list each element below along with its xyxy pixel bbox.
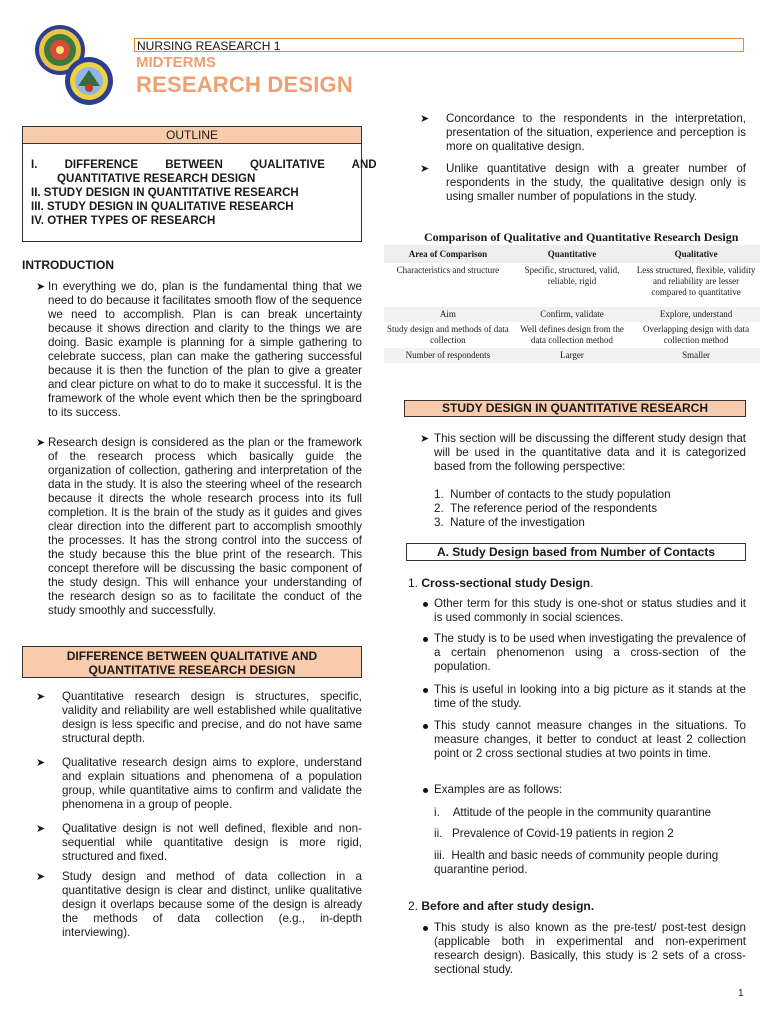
table-header-cell: Quantitative	[512, 245, 632, 263]
bullet-icon	[423, 637, 428, 642]
comparison-table-title: Comparison of Qualitative and Quantitative Research Design	[424, 230, 739, 244]
arrow-bullet-icon: ➤	[36, 823, 46, 835]
page-number: 1	[738, 988, 744, 999]
outline-heading: OUTLINE	[23, 127, 361, 144]
table-cell: Larger	[512, 348, 632, 363]
cross-sectional-bullet-1: Other term for this study is one-shot or status studies and it is used commonly in social sciences.	[434, 597, 746, 624]
table-cell: Smaller	[632, 348, 760, 363]
college-seal-logo	[64, 56, 114, 106]
arrow-bullet-icon: ➤	[36, 871, 46, 883]
table-row	[384, 348, 760, 363]
table-cell: Well defines design from the data collection method	[520, 324, 624, 345]
table-cell: Less structured, flexible, validity and reliability are lesser compared to quantitative	[636, 265, 756, 297]
introduction-heading: INTRODUCTION	[22, 258, 114, 272]
difference-item-2: Qualitative research design aims to explore, understand and explain situations and phenomena of a population group, while quantitative aims to confirm and validate the phenomena in a group of people.	[62, 756, 362, 811]
difference-heading-line2: QUANTITATIVE RESEARCH DESIGN	[88, 663, 296, 677]
example-item-3: iii. Health and basic needs of community people during quarantine period.	[434, 849, 719, 876]
arrow-bullet-icon: ➤	[36, 281, 46, 293]
cross-sectional-bullet-4: This study cannot measure changes in the situations. To measure changes, it better to conduct at least 2 collection point or 2 cross sectional studies at two points in time.	[434, 719, 746, 760]
outline-box	[22, 126, 377, 242]
arrow-bullet-icon: ➤	[36, 437, 46, 449]
bullet-icon	[423, 724, 428, 729]
cross-sectional-bullet-2: The study is to be used when investigating the prevalence of a certain phenomenon using a cross-section of the population.	[434, 632, 746, 673]
intro-paragraph-1: In everything we do, plan is the fundamental thing that we need to do because it facilitates smooth flow of the sequence we need to accomplish. Plan is can break uncertainty because it shows direction and clarity to the things we are doing. Basic example is planning for a simple gathering to celebrate success, plan can make the gathering successful because it is then the function of the plan to give a greater and clear picture on what to do to make it successful. It is the framework of the whole event which then be the springboard to its success.	[48, 280, 362, 419]
difference-item-4: Study design and method of data collection in a quantitative design is clear and distinct, unlike qualitative design it overlaps because some of the design is already the methods of data collection (e.g., in-depth interviewing).	[62, 870, 362, 939]
outline-item-2: II. STUDY DESIGN IN QUANTITATIVE RESEARCH	[31, 187, 299, 199]
table-header-cell: Qualitative	[632, 245, 760, 263]
table-cell: Aim	[384, 307, 512, 322]
intro-paragraph-2: Research design is considered as the plan or the framework of the research process which basically guide the organization of collection, gathering and interpretation of the data in the study. It is also the steering wheel of the research because it directs the whole research process into its full completion. It is the brain of the study as it guides and gives clear direction into the different part to accomplish smoothly the processes. It has the strong control into the success of the study because this the blue print of the research. This concept therefore will be discussing the basic component of the study design. This will enhance your understanding of the research design so as to facilitate the conduct of the study smoothly and successfully.	[48, 436, 362, 617]
table-header-row	[384, 245, 760, 263]
table-cell: Number of respondents	[384, 348, 512, 363]
arrow-bullet-icon: ➤	[420, 433, 430, 445]
difference-item-3: Qualitative design is not well defined, flexible and non-sequential while quantitative design is more rigid, structured and fixed.	[62, 822, 362, 863]
difference-heading	[22, 646, 362, 678]
difference-item-5: Concordance to the respondents in the interpretation, presentation of the situation, experience and perception is more on qualitative design.	[446, 112, 746, 153]
cross-sectional-title: 1. Cross-sectional study Design.	[408, 576, 594, 590]
term-label: MIDTERMS	[136, 54, 216, 71]
table-cell: Characteristics and structure	[396, 265, 500, 275]
comparison-table	[384, 245, 760, 363]
perspective-item-1: 1. Number of contacts to the study population	[434, 488, 671, 501]
table-cell: Study design and methods of data collection	[387, 324, 509, 345]
outline-item-1-cont: QUANTITATIVE RESEARCH DESIGN	[57, 173, 256, 185]
example-item-1: i. Attitude of the people in the community quarantine	[434, 806, 712, 819]
bullet-icon	[423, 926, 428, 931]
before-after-title: 2. Before and after study design.	[408, 899, 595, 913]
bullet-icon	[423, 788, 428, 793]
course-name-box: NURSING REASEARCH 1	[134, 38, 744, 52]
perspective-item-3: 3. Nature of the investigation	[434, 516, 585, 529]
table-row	[384, 307, 760, 322]
bullet-icon	[423, 688, 428, 693]
page-title: RESEARCH DESIGN	[136, 72, 353, 97]
outline-list	[23, 144, 377, 228]
table-cell: Specific, structured, valid, reliable, rigid	[524, 265, 620, 286]
example-item-2: ii. Prevalence of Covid-19 patients in region 2	[434, 827, 674, 840]
table-row	[384, 263, 760, 307]
difference-heading-line1: DIFFERENCE BETWEEN QUALITATIVE AND	[66, 649, 318, 663]
difference-item-1: Quantitative research design is structures, specific, validity and reliability are well established while qualitative design is less specific and precise, and do not have same structural depth.	[62, 690, 362, 745]
table-cell: Confirm, validate	[512, 307, 632, 322]
contacts-sub-heading: A. Study Design based from Number of Contacts	[406, 543, 746, 561]
cross-sectional-bullet-3: This is useful in looking into a big picture as it stands at the time of the study.	[434, 683, 746, 710]
table-cell: Overlapping design with data collection method	[642, 324, 750, 345]
arrow-bullet-icon: ➤	[36, 691, 46, 703]
cross-sectional-bullet-5: Examples are as follows:	[434, 783, 563, 796]
arrow-bullet-icon: ➤	[420, 163, 430, 175]
outline-item-4: IV. OTHER TYPES OF RESEARCH	[31, 215, 216, 227]
bullet-icon	[423, 602, 428, 607]
perspective-item-2: 2. The reference period of the respondents	[434, 502, 658, 515]
table-cell: Explore, understand	[632, 307, 760, 322]
outline-item-1: I. DIFFERENCE BETWEEN QUALITATIVE AND	[31, 159, 377, 171]
difference-item-6: Unlike quantitative design with a greater number of respondents in the study, the qualitative design only is using smaller number of populations in the study.	[446, 162, 746, 203]
arrow-bullet-icon: ➤	[36, 757, 46, 769]
table-header-cell: Area of Comparison	[384, 245, 512, 263]
before-after-bullet-1: This study is also known as the pre-test/ post-test design (applicable both in experimental and non-experiment research design). Basically, this study is 2 sets of a cross-sectional study.	[434, 921, 746, 976]
table-row	[384, 322, 760, 348]
quantitative-section-heading: STUDY DESIGN IN QUANTITATIVE RESEARCH	[404, 400, 746, 417]
arrow-bullet-icon: ➤	[420, 113, 430, 125]
outline-item-3: III. STUDY DESIGN IN QUALITATIVE RESEARCH	[31, 201, 294, 213]
quant-intro: This section will be discussing the different study design that will be used in the quantitative data and it is categorized based from the following perspective:	[434, 432, 746, 473]
